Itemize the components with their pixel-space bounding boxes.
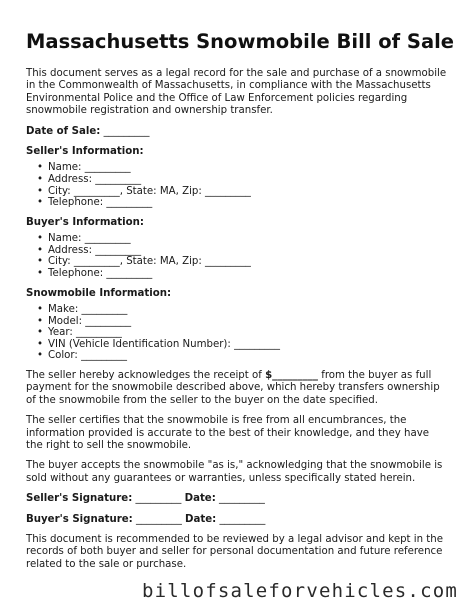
buyer-signature-blank: _________ <box>132 513 186 525</box>
document-title: Massachusetts Snowmobile Bill of Sale <box>26 30 455 53</box>
seller-name-item: • Name: _________ <box>48 162 448 174</box>
payment-amount: $_________ <box>265 369 318 381</box>
buyer-heading: Buyer's Information: <box>26 216 144 228</box>
date-of-sale-blank: _________ <box>100 125 150 137</box>
seller-heading: Seller's Information: <box>26 146 144 158</box>
seller-signature-label: Seller's Signature: <box>26 493 133 505</box>
snowmobile-color-item: • Color: _________ <box>48 350 448 362</box>
seller-list <box>26 162 448 208</box>
footer-watermark: billofsaleforvehicles.com <box>142 580 458 602</box>
buyer-name-item: • Name: _________ <box>48 233 448 245</box>
intro-paragraph: This document serves as a legal record for the sale and purchase of a snowmobile in the Commonwealth of Massachusetts, in compliance with the Massachusetts Environmental Police and the Office of Law Enforcement policies regarding snowmobile registration and ownership transfer. <box>26 68 447 117</box>
seller-date-label: Date: <box>184 493 216 505</box>
buyer-signature-label: Buyer's Signature: <box>26 513 133 525</box>
seller-signature-line <box>26 493 448 505</box>
payment-text-after: from the buyer as full payment for the snowmobile described above, which hereby transfers ownership of the snowmobile from the seller to the buyer on the date specified. <box>26 369 440 406</box>
payment-paragraph <box>26 370 448 407</box>
buyer-telephone-item: • Telephone: _________ <box>48 268 448 280</box>
as-is-paragraph: The buyer accepts the snowmobile "as is," acknowledging that the snowmobile is sold without any guarantees or warranties, unless specifically stated herein. <box>26 460 443 484</box>
seller-date-blank: _________ <box>215 493 265 505</box>
snowmobile-list <box>26 304 448 362</box>
buyer-address-item: • Address: _________ <box>48 245 448 257</box>
date-of-sale-label: Date of Sale: <box>26 125 101 137</box>
seller-city-item: • City: _________, State: MA, Zip: _________ <box>48 186 448 198</box>
snowmobile-heading: Snowmobile Information: <box>26 287 172 299</box>
buyer-date-label: Date: <box>185 513 217 525</box>
snowmobile-model-item: • Model: _________ <box>48 316 448 328</box>
closing-paragraph: This document is recommended to be reviewed by a legal advisor and kept in the records of both buyer and seller for personal documentation and future reference related to the sale or purchase. <box>26 534 444 570</box>
buyer-signature-line <box>26 514 448 526</box>
seller-address-item: • Address: _________ <box>48 174 448 186</box>
payment-text-before: The seller hereby acknowledges the receipt of <box>26 369 266 381</box>
seller-signature-blank: _________ <box>132 493 185 505</box>
buyer-city-item: • City: _________, State: MA, Zip: _________ <box>48 256 448 268</box>
snowmobile-year-item: • Year: _________ <box>48 327 448 339</box>
snowmobile-vin-item: • VIN (Vehicle Identification Number): _________ <box>48 339 448 351</box>
buyer-list <box>26 233 448 279</box>
date-of-sale <box>26 126 448 138</box>
snowmobile-make-item: • Make: _________ <box>48 304 448 316</box>
certification-paragraph: The seller certifies that the snowmobile is free from all encumbrances, the information provided is accurate to the best of their knowledge, and they have the right to sell the snowmobile. <box>26 415 430 451</box>
seller-telephone-item: • Telephone: _________ <box>48 197 448 209</box>
buyer-date-blank: _________ <box>216 513 266 525</box>
